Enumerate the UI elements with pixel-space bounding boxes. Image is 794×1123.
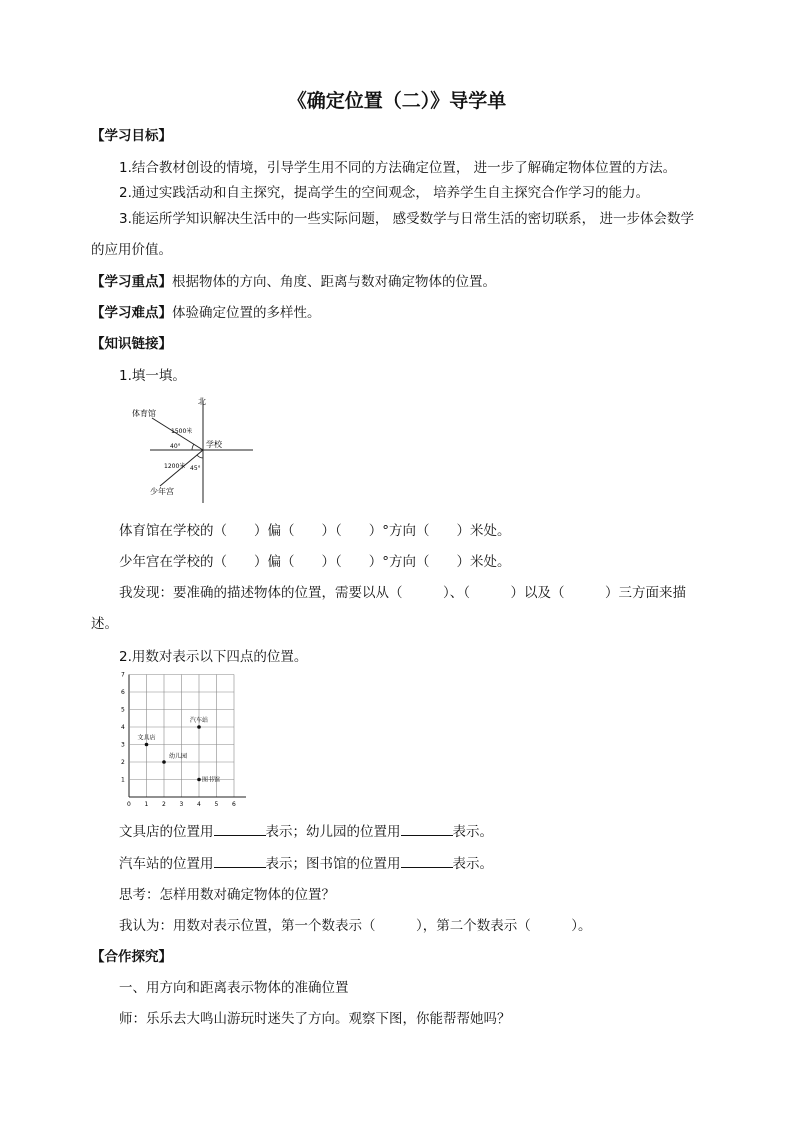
goal-item-1: 1.结合教材创设的情境，引导学生用不同的方法确定位置， 进一步了解确定物体位置的方法。	[119, 160, 677, 176]
q2-think: 思考：怎样用数对确定物体的位置？	[119, 887, 335, 903]
x-tick-label: 6	[232, 801, 236, 808]
angle-arc-palace	[197, 455, 203, 458]
key-point-text: 根据物体的方向、角度、距离与数对确定物体的位置。	[172, 274, 496, 290]
difficulty	[91, 301, 321, 321]
y-tick-label: 7	[121, 672, 125, 679]
grid-points	[138, 716, 221, 784]
page-title: 《确定位置（二）》导学单	[287, 90, 507, 112]
key-point	[91, 270, 496, 290]
knowledge-heading: 【知识链接】	[91, 336, 172, 352]
library-prompt: 表示；图书馆的位置用	[265, 856, 401, 872]
grid-point	[162, 760, 166, 764]
x-tick-label: 2	[162, 801, 166, 808]
palace-distance-label: 1200米	[164, 463, 186, 470]
palace-label: 少年宫	[150, 487, 174, 496]
x-tick-label: 1	[144, 801, 149, 808]
y-tick-label: 3	[121, 741, 125, 749]
q2-row-1	[119, 820, 493, 840]
grid-point-label: 幼儿园	[169, 753, 188, 760]
q2-answer: 我认为：用数对表示位置，第一个数表示（ ），第二个数表示（ ）。	[119, 918, 592, 934]
row2-end: 表示。	[452, 856, 493, 872]
q2-title: 2.用数对表示以下四点的位置。	[119, 649, 308, 665]
q1-gym-line: 体育馆在学校的（ ）偏（ ）（ ）°方向（ ）米处。	[119, 523, 511, 539]
q1-title: 1.填一填。	[119, 368, 186, 384]
key-point-label: 【学习重点】	[91, 274, 172, 290]
q2-row-2	[119, 852, 493, 872]
stationery-store-blank[interactable]	[214, 823, 266, 836]
coop-section-1: 一、用方向和距离表示物体的准确位置	[119, 980, 349, 996]
y-tick-label: 1	[121, 776, 125, 784]
goal-item-3-cont: 的应用价值。	[91, 242, 172, 258]
q1-palace-line: 少年宫在学校的（ ）偏（ ）（ ）°方向（ ）米处。	[119, 554, 511, 570]
grid-point	[145, 743, 149, 747]
q1-discover: 我发现：要准确的描述物体的位置，需要以从（ ）、（ ）以及（ ）三方面来描	[119, 585, 686, 601]
north-label: 北	[198, 397, 206, 406]
grid-point	[197, 778, 201, 782]
goal-item-3: 3.能运所学知识解决生活中的一些实际问题， 感受数学与日常生活的密切联系， 进一步体会数学	[119, 211, 694, 227]
y-tick-label: 4	[121, 724, 125, 731]
kindergarten-prompt: 表示；幼儿园的位置用	[265, 824, 401, 840]
library-blank[interactable]	[401, 855, 453, 868]
grid-point-label: 汽车站	[190, 717, 209, 724]
palace-angle-label: 45°	[190, 465, 201, 472]
y-tick-label: 6	[121, 689, 125, 696]
difficulty-text: 体验确定位置的多样性。	[172, 305, 321, 321]
goals-heading: 【学习目标】	[91, 128, 172, 144]
x-tick-label: 0	[127, 801, 131, 808]
y-tick-label: 2	[121, 759, 125, 766]
x-tick-label: 3	[179, 801, 184, 808]
coop-teacher-prompt: 师：乐乐去大鸣山游玩时迷失了方向。观察下图，你能帮帮她吗？	[119, 1011, 511, 1027]
y-tick-label: 5	[121, 706, 125, 714]
goal-item-2: 2.通过实践活动和自主探究，提高学生的空间观念， 培养学生自主探究合作学习的能力。	[119, 185, 650, 201]
stationery-store-prompt: 文具店的位置用	[119, 824, 214, 840]
x-tick-label: 5	[214, 801, 219, 808]
row1-end: 表示。	[452, 824, 493, 840]
gym-angle-label: 40°	[170, 443, 181, 450]
direction-diagram	[128, 393, 268, 505]
gym-label: 体育馆	[132, 409, 156, 418]
school-label: 学校	[206, 440, 222, 449]
kindergarten-blank[interactable]	[401, 823, 453, 836]
gym-distance-label: 1500米	[171, 428, 193, 435]
angle-arc-gym	[192, 444, 194, 450]
grid-point-label: 文具店	[137, 734, 156, 742]
coop-heading: 【合作探究】	[91, 949, 172, 965]
difficulty-label: 【学习难点】	[91, 305, 172, 321]
bus-station-prompt: 汽车站的位置用	[119, 856, 214, 872]
bus-station-blank[interactable]	[214, 855, 266, 868]
grid-point-label: 图书馆	[202, 776, 221, 784]
coordinate-grid	[114, 672, 264, 808]
x-tick-label: 4	[197, 801, 201, 808]
q1-discover-cont: 述。	[91, 616, 118, 632]
grid-point	[197, 725, 201, 729]
